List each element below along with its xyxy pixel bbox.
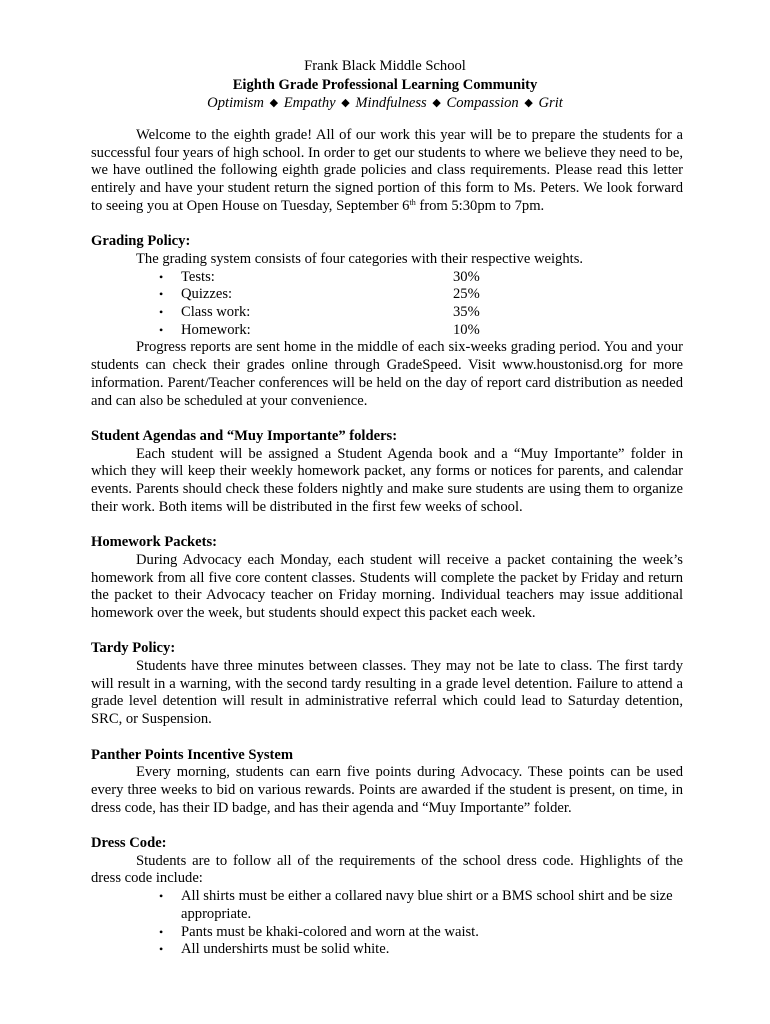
grade-weight: 30%: [453, 268, 480, 285]
dress-list: [91, 888, 683, 959]
homework-body: During Advocacy each Monday, each student will receive a packet containing the week’s homework from all five core content classes. Students will complete the packet by Friday and return the packet to their Advocacy teacher on Friday morning. Individual teachers may issue additional homework over the week, but students should expect this packet each week.: [91, 551, 683, 621]
motto-optimism: Optimism: [207, 95, 264, 111]
diamond-icon: ◆: [269, 97, 279, 109]
dress-item-text: Pants must be khaki-colored and worn at the waist.: [181, 923, 479, 940]
grade-label: Homework:: [181, 321, 251, 338]
grade-label: Class work:: [181, 304, 251, 321]
ordinal-suffix: th: [409, 197, 416, 207]
motto-line: [0, 94, 770, 113]
diamond-icon: ◆: [432, 97, 441, 109]
dress-title: Dress Code:: [91, 835, 167, 852]
letter-header: [0, 57, 770, 113]
bullet-icon: •: [159, 287, 164, 302]
grade-item-quizzes: [91, 286, 683, 304]
grade-item-tests: [91, 269, 683, 287]
intro-text-end: from 5:30pm to 7pm.: [415, 197, 545, 214]
school-name: Frank Black Middle School: [304, 58, 466, 74]
grade-weight: 10%: [453, 321, 480, 338]
homework-title: Homework Packets:: [91, 534, 218, 551]
bullet-icon: •: [159, 322, 164, 337]
motto-grit: Grit: [538, 95, 563, 111]
dress-body: Students are to follow all of the requirements of the school dress code. Highlights of the dress code include:: [91, 852, 683, 887]
letter-body: [91, 127, 683, 959]
bullet-icon: •: [159, 889, 164, 904]
panther-body: Every morning, students can earn five points during Advocacy. These points can be used every three weeks to bid on various rewards. Points are awarded if the student is present, on time, in dress code, has their ID badge, and has their agenda and “Muy Importante” folder.: [91, 764, 683, 816]
bullet-icon: •: [159, 305, 164, 320]
grade-label: Tests:: [181, 268, 215, 285]
intro-text: Welcome to the eighth grade! All of our work this year will be to prepare the students for a successful four years of high school. In order to get our students to where we believe they need to be, we have outlined the following eighth grade policies and class requirements. Please read this letter entirely and have your student return the signed portion of this form to Ms. Peters. We look forward to seeing you at Open House on Tuesday, September 6: [91, 127, 683, 214]
dress-item: [91, 924, 683, 942]
dress-item-text: All undershirts must be solid white.: [181, 941, 390, 958]
grade-item-homework: [91, 322, 683, 340]
grade-label: Quizzes:: [181, 286, 233, 303]
grading-list: [91, 269, 683, 340]
dress-section: [91, 835, 683, 959]
tardy-title: Tardy Policy:: [91, 640, 176, 657]
panther-title: Panther Points Incentive System: [91, 746, 294, 763]
agendas-body: Each student will be assigned a Student Agenda book and a “Muy Importante” folder in which they will keep their weekly homework packet, any forms or notices for parents, and calendar events. Parents should check these folders nightly and make sure students are using them to organize their work. Both items will be distributed in the first few weeks of school.: [91, 445, 683, 515]
grade-weight: 35%: [453, 304, 480, 321]
motto-mindfulness: Mindfulness: [355, 95, 427, 111]
community-title: Eighth Grade Professional Learning Community: [232, 76, 538, 93]
motto-empathy: Empathy: [283, 95, 336, 111]
bullet-icon: •: [159, 269, 164, 284]
tardy-body: Students have three minutes between classes. They may not be late to class. The first tardy will result in a warning, with the second tardy resulting in a grade level detention. Failure to attend a grade level detention will result in administrative referral which could lead to Saturday detention, SRC, or Suspension.: [91, 658, 683, 728]
motto-compassion: Compassion: [446, 95, 519, 111]
grade-weight: 25%: [453, 286, 480, 303]
bullet-icon: •: [159, 924, 164, 939]
grading-title: Grading Policy:: [91, 233, 191, 250]
grading-section: [91, 233, 683, 410]
intro-paragraph: [91, 127, 683, 216]
bullet-icon: •: [159, 942, 164, 957]
homework-section: [91, 534, 683, 623]
dress-item: [91, 941, 683, 959]
diamond-icon: ◆: [524, 97, 533, 109]
grade-item-classwork: [91, 304, 683, 322]
panther-section: [91, 747, 683, 818]
diamond-icon: ◆: [341, 97, 350, 109]
agendas-section: [91, 428, 683, 517]
dress-item: [91, 888, 683, 923]
grading-details: Progress reports are sent home in the middle of each six-weeks grading period. You and your students can check their grades online through GradeSpeed. Visit www.houstonisd.org for more information. Parent/Teacher conferences will be held on the day of report card distribution as needed and can also be scheduled at your convenience.: [91, 339, 683, 409]
agendas-title: Student Agendas and “Muy Importante” folders:: [91, 427, 398, 444]
tardy-section: [91, 640, 683, 729]
grading-intro: The grading system consists of four categories with their respective weights.: [136, 250, 584, 267]
dress-item-text: All shirts must be either a collared navy blue shirt or a BMS school shirt and be size appropriate.: [181, 888, 673, 922]
